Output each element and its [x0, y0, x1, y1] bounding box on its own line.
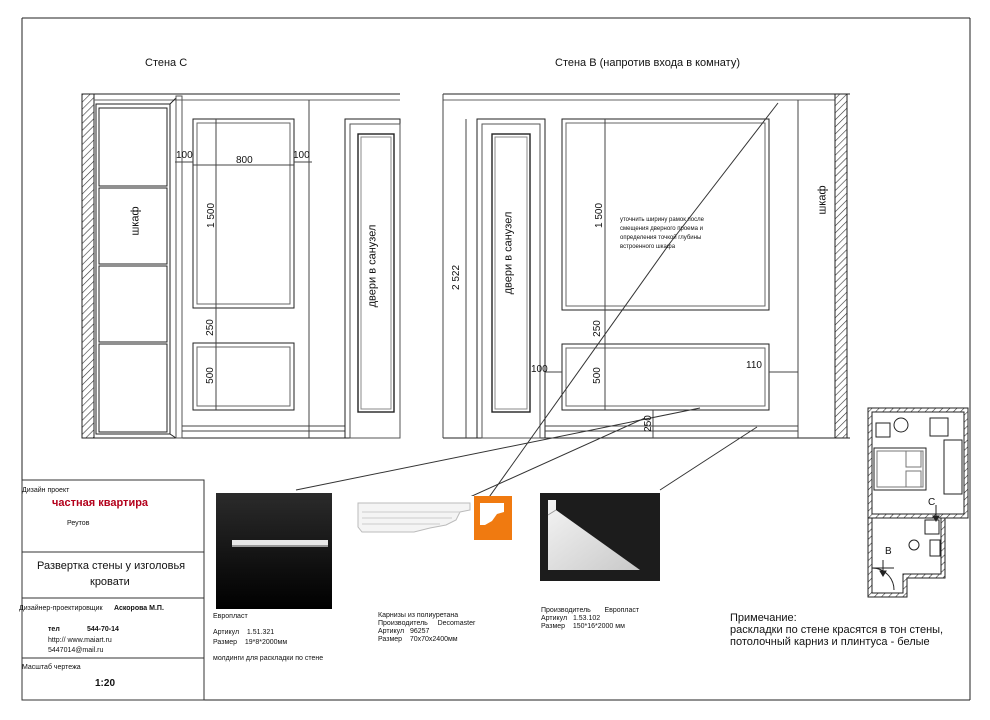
dim-c-lower-height: 500	[204, 367, 216, 384]
project-city: Реутов	[67, 520, 90, 527]
dim-c-upper-height: 1 500	[206, 202, 218, 229]
general-note	[730, 612, 943, 648]
floor-plan	[868, 408, 968, 597]
plinth-photo	[540, 493, 660, 581]
note-line-1: раскладки по стене красятся в тон стены,	[730, 624, 944, 636]
wall-b-title: Стена В (напротив входа в комнату)	[555, 57, 740, 69]
wall-b-elevation	[296, 94, 850, 545]
dim-c-frame-width: 800	[236, 155, 253, 166]
scale-value: 1:20	[95, 678, 116, 689]
frame-width-note: уточнить ширину рамок после смещения дверного проема и определения точкой глубины встроенного шкафа	[620, 217, 704, 250]
dim-b-upper-height: 1 500	[594, 202, 606, 229]
molding-photo	[216, 493, 332, 609]
website-link[interactable]: http:// www.maiart.ru	[48, 637, 112, 644]
door-b-label: двери в санузел	[502, 211, 515, 295]
dim-b-lower-height: 500	[591, 367, 603, 384]
drawing-name-line2: кровати	[90, 576, 130, 588]
project-label: Дизайн проект	[22, 487, 70, 494]
dim-b-total-height: 2 522	[451, 264, 463, 291]
cornice-spec: Карнизы из полиуретана Производитель Decomaster Артикул 96257 Размер 70х70х2400мм	[378, 612, 476, 643]
wall-c-elevation	[82, 94, 400, 438]
plan-label-c: С	[928, 497, 936, 508]
molding-spec: Европласт Артикул 1.51.321 Размер 19*8*2000мм молдинги для раскладки по стене	[213, 613, 324, 662]
dim-b-right-gap: 110	[746, 360, 762, 371]
cornice-photo	[357, 496, 513, 550]
wall-c-title: Стена С	[145, 57, 188, 69]
wardrobe-label-right: шкаф	[816, 185, 829, 215]
plinth-spec: Производитель Европласт Артикул 1.53.102 Размер 150*16*2000 мм	[541, 607, 640, 630]
dim-b-left-gap: 100	[531, 364, 548, 375]
dim-c-mid-gap: 250	[204, 319, 216, 336]
drawing-name-line1: Развертка стены у изголовья	[37, 560, 186, 572]
dim-c-right-gap: 100	[293, 150, 310, 161]
note-line-2: потолочный карниз и плинтуса - белые	[730, 636, 930, 648]
designer-name: Аскорова М.П.	[114, 605, 164, 612]
wardrobe-label-left: шкаф	[129, 206, 142, 236]
door-c-label: двери в санузел	[366, 224, 379, 308]
dim-c-left-gap: 100	[176, 150, 193, 161]
dim-b-bottom-gap: 250	[642, 415, 654, 432]
tel-value: 544-70-14	[87, 626, 119, 633]
email-link[interactable]: 5447014@mail.ru	[48, 647, 104, 654]
scale-label: Масштаб чертежа	[22, 664, 81, 671]
tel-label: тел	[48, 626, 60, 633]
designer-label: Дизайнер-проектировщик	[19, 605, 103, 612]
note-heading: Примечание:	[730, 612, 797, 624]
project-name: частная квартира	[52, 497, 149, 509]
dim-b-mid-gap: 250	[591, 320, 603, 337]
plan-label-b: В	[885, 546, 892, 557]
